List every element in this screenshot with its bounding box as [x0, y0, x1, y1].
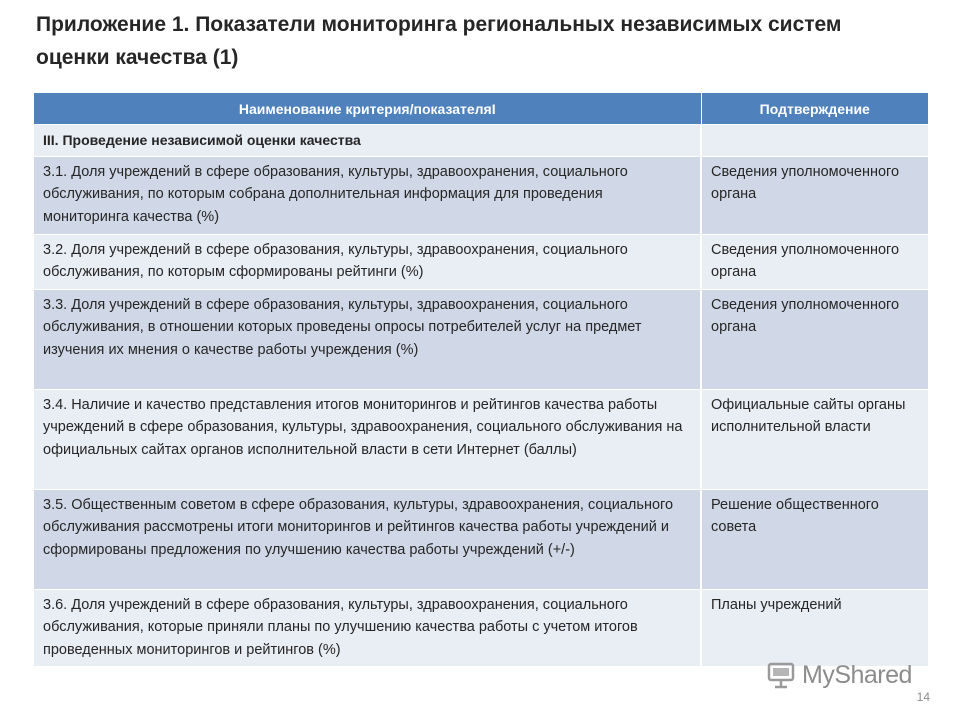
confirmation-cell: Решение общественного совета [701, 489, 928, 589]
page-number: 14 [916, 690, 930, 704]
presentation-board-icon [766, 660, 796, 690]
table-row [34, 389, 928, 489]
table-row [34, 234, 928, 289]
table-row [34, 156, 928, 234]
criterion-cell: 3.1. Доля учреждений в сфере образования, культуры, здравоохранения, социального обслуживания, по которым собрана дополнительная информация для проведения мониторинга качества (%) [34, 156, 701, 234]
confirmation-cell: Планы учреждений [701, 589, 928, 666]
criterion-cell: 3.4. Наличие и качество представления итогов мониторингов и рейтингов качества работы учреждений в сфере образования, культуры, здравоохранения, социального обслуживания на официальных сайтах органов исполнительной власти в сети Интернет (баллы) [34, 389, 701, 489]
myshared-watermark [766, 656, 926, 694]
table-row [34, 289, 928, 389]
confirmation-cell: Сведения уполномоченного органа [701, 289, 928, 389]
section-title: III. Проведение независимой оценки качества [34, 125, 701, 157]
criterion-cell: 3.5. Общественным советом в сфере образования, культуры, здравоохранения, социального обслуживания рассмотрены итоги мониторингов и рейтингов качества работы учреждений и сформированы предложения по улучшению качества работы учреждений (+/-) [34, 489, 701, 589]
section-row [34, 125, 928, 157]
slide-title: Приложение 1. Показатели мониторинга региональных независимых систем оценки качества (1) [36, 13, 842, 69]
confirmation-cell: Сведения уполномоченного органа [701, 234, 928, 289]
table-row [34, 489, 928, 589]
criterion-cell: 3.2. Доля учреждений в сфере образования, культуры, здравоохранения, социального обслуживания, по которым сформированы рейтинги (%) [34, 234, 701, 289]
table-header-row [34, 93, 928, 125]
criterion-cell: 3.3. Доля учреждений в сфере образования, культуры, здравоохранения, социального обслуживания, в отношении которых проведены опросы потребителей услуг на предмет изучения их мнения о качестве работы учреждения (%) [34, 289, 701, 389]
watermark-text: MyShared [802, 660, 912, 689]
section-empty-cell [701, 125, 928, 157]
table-row [34, 589, 928, 666]
header-confirmation: Подтверждение [701, 93, 928, 125]
confirmation-cell: Сведения уполномоченного органа [701, 156, 928, 234]
criterion-cell: 3.6. Доля учреждений в сфере образования, культуры, здравоохранения, социального обслуживания, которые приняли планы по улучшению качества работы с учетом итогов проведенных мониторингов и рейтингов (%) [34, 589, 701, 666]
confirmation-cell: Официальные сайты органы исполнительной власти [701, 389, 928, 489]
header-criterion: Наименование критерия/показателяI [34, 93, 701, 125]
indicators-table [34, 93, 928, 666]
indicators-table-container [34, 93, 928, 666]
